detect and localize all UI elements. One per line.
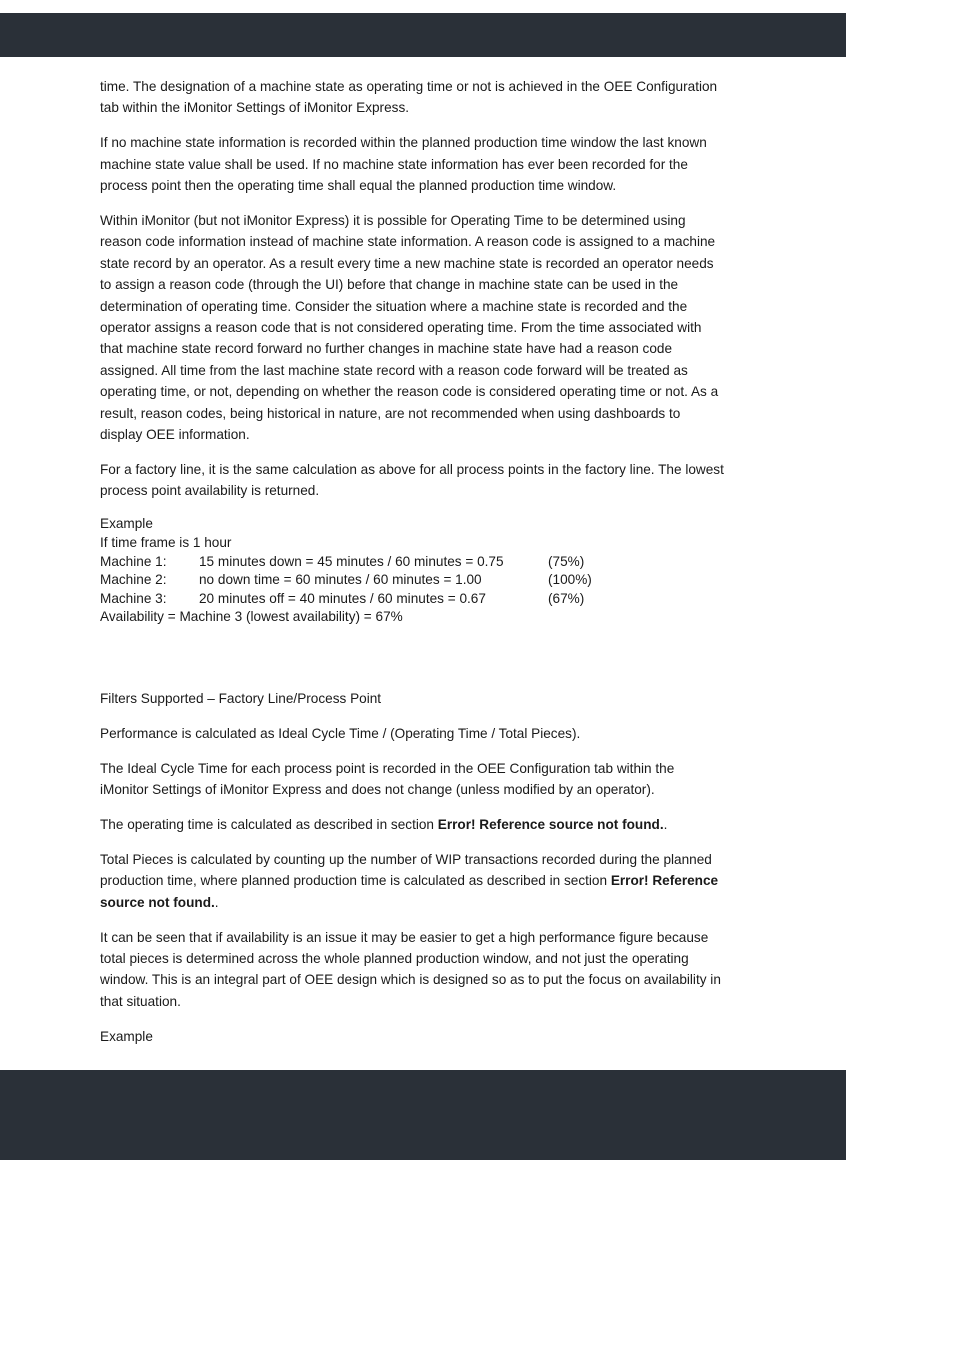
text-run: .	[663, 817, 668, 832]
machine-calc: 20 minutes off = 40 minutes / 60 minutes = 0.67	[199, 590, 486, 606]
machine-calc: no down time = 60 minutes / 60 minutes = 1.00	[199, 572, 482, 588]
example-heading: Example	[100, 516, 153, 532]
paragraph-no-machine-state: If no machine state information is recorded within the planned production time window the last known machine state value shall be used. If no machine state information has ever been recorded for the process point then the operating time shall equal the planned production time window.	[100, 135, 707, 194]
example-timeframe: If time frame is 1 hour	[100, 534, 232, 550]
example-row	[100, 590, 725, 609]
machine-label: Machine 3:	[100, 590, 167, 606]
paragraph-high-performance: It can be seen that if availability is an issue it may be easier to get a high performance figure because total pieces is determined across the whole planned production window, and not just the operating window. This is an integral part of OEE design which is designed so as to put the focus on availability in that situation.	[100, 929, 721, 1009]
section-gap	[100, 627, 725, 688]
paragraph-reason-code: Within iMonitor (but not iMonitor Express) it is possible for Operating Time to be determined using reason code information instead of machine state information. A reason code is assigned to a machine state record by an operator. As a result every time a new machine state is recorded an operator needs to assign a reason code (through the UI) before that change in machine state can be used in the determination of operating time. Consider the situation where a machine state is recorded and the operator assigns a reason code that is not considered operating time. From the time associated with that machine state record forward no further changes in machine state have had a reason code assigned. All time from the last machine state record with a reason code forward will be treated as operating time, or not, depending on whether the reason code is considered operating time or not. As a result, reason codes, being historical in nature, are not recommended when using dashboards to display OEE information.	[100, 213, 719, 443]
machine-label: Machine 1:	[100, 553, 167, 569]
machine-pct: (100%)	[548, 572, 592, 588]
text-run: The operating time is calculated as described in section	[100, 817, 438, 832]
page-footer-band	[0, 1070, 846, 1160]
availability-example	[100, 515, 725, 627]
paragraph-performance-formula: Performance is calculated as Ideal Cycle Time / (Operating Time / Total Pieces).	[100, 725, 581, 741]
text-run: Total Pieces is calculated by counting up the number of WIP transactions recorded during the planned production time, where planned production time is calculated as described in section	[100, 851, 712, 889]
paragraph-ideal-cycle-time: The Ideal Cycle Time for each process point is recorded in the OEE Configuration tab within the iMonitor Settings of iMonitor Express and does not change (unless modified by an operator).	[100, 760, 675, 798]
example-result: Availability = Machine 3 (lowest availability) = 67%	[100, 609, 403, 625]
page-header-band	[0, 13, 846, 57]
paragraph-operating-time-ref	[100, 814, 725, 835]
paragraph-operating-time-designation: time. The designation of a machine state as operating time or not is achieved in the OEE Configuration tab within the iMonitor Settings of iMonitor Express.	[100, 79, 718, 116]
machine-pct: (67%)	[548, 590, 585, 606]
machine-pct: (75%)	[548, 553, 585, 569]
paragraph-total-pieces	[100, 849, 725, 913]
paragraph-factory-line: For a factory line, it is the same calculation as above for all process points in the factory line. The lowest process point availability is returned.	[100, 462, 724, 499]
example-row	[100, 553, 725, 572]
reference-error: Error! Reference source not found.	[100, 873, 719, 910]
filters-supported: Filters Supported – Factory Line/Process Point	[100, 690, 382, 706]
machine-label: Machine 2:	[100, 572, 167, 588]
machine-calc: 15 minutes down = 45 minutes / 60 minutes = 0.75	[199, 553, 504, 569]
reference-error: Error! Reference source not found.	[437, 817, 664, 832]
document-body	[100, 76, 725, 1061]
example-row	[100, 571, 725, 590]
example-heading-2: Example	[100, 1028, 153, 1044]
text-run: .	[214, 894, 219, 910]
